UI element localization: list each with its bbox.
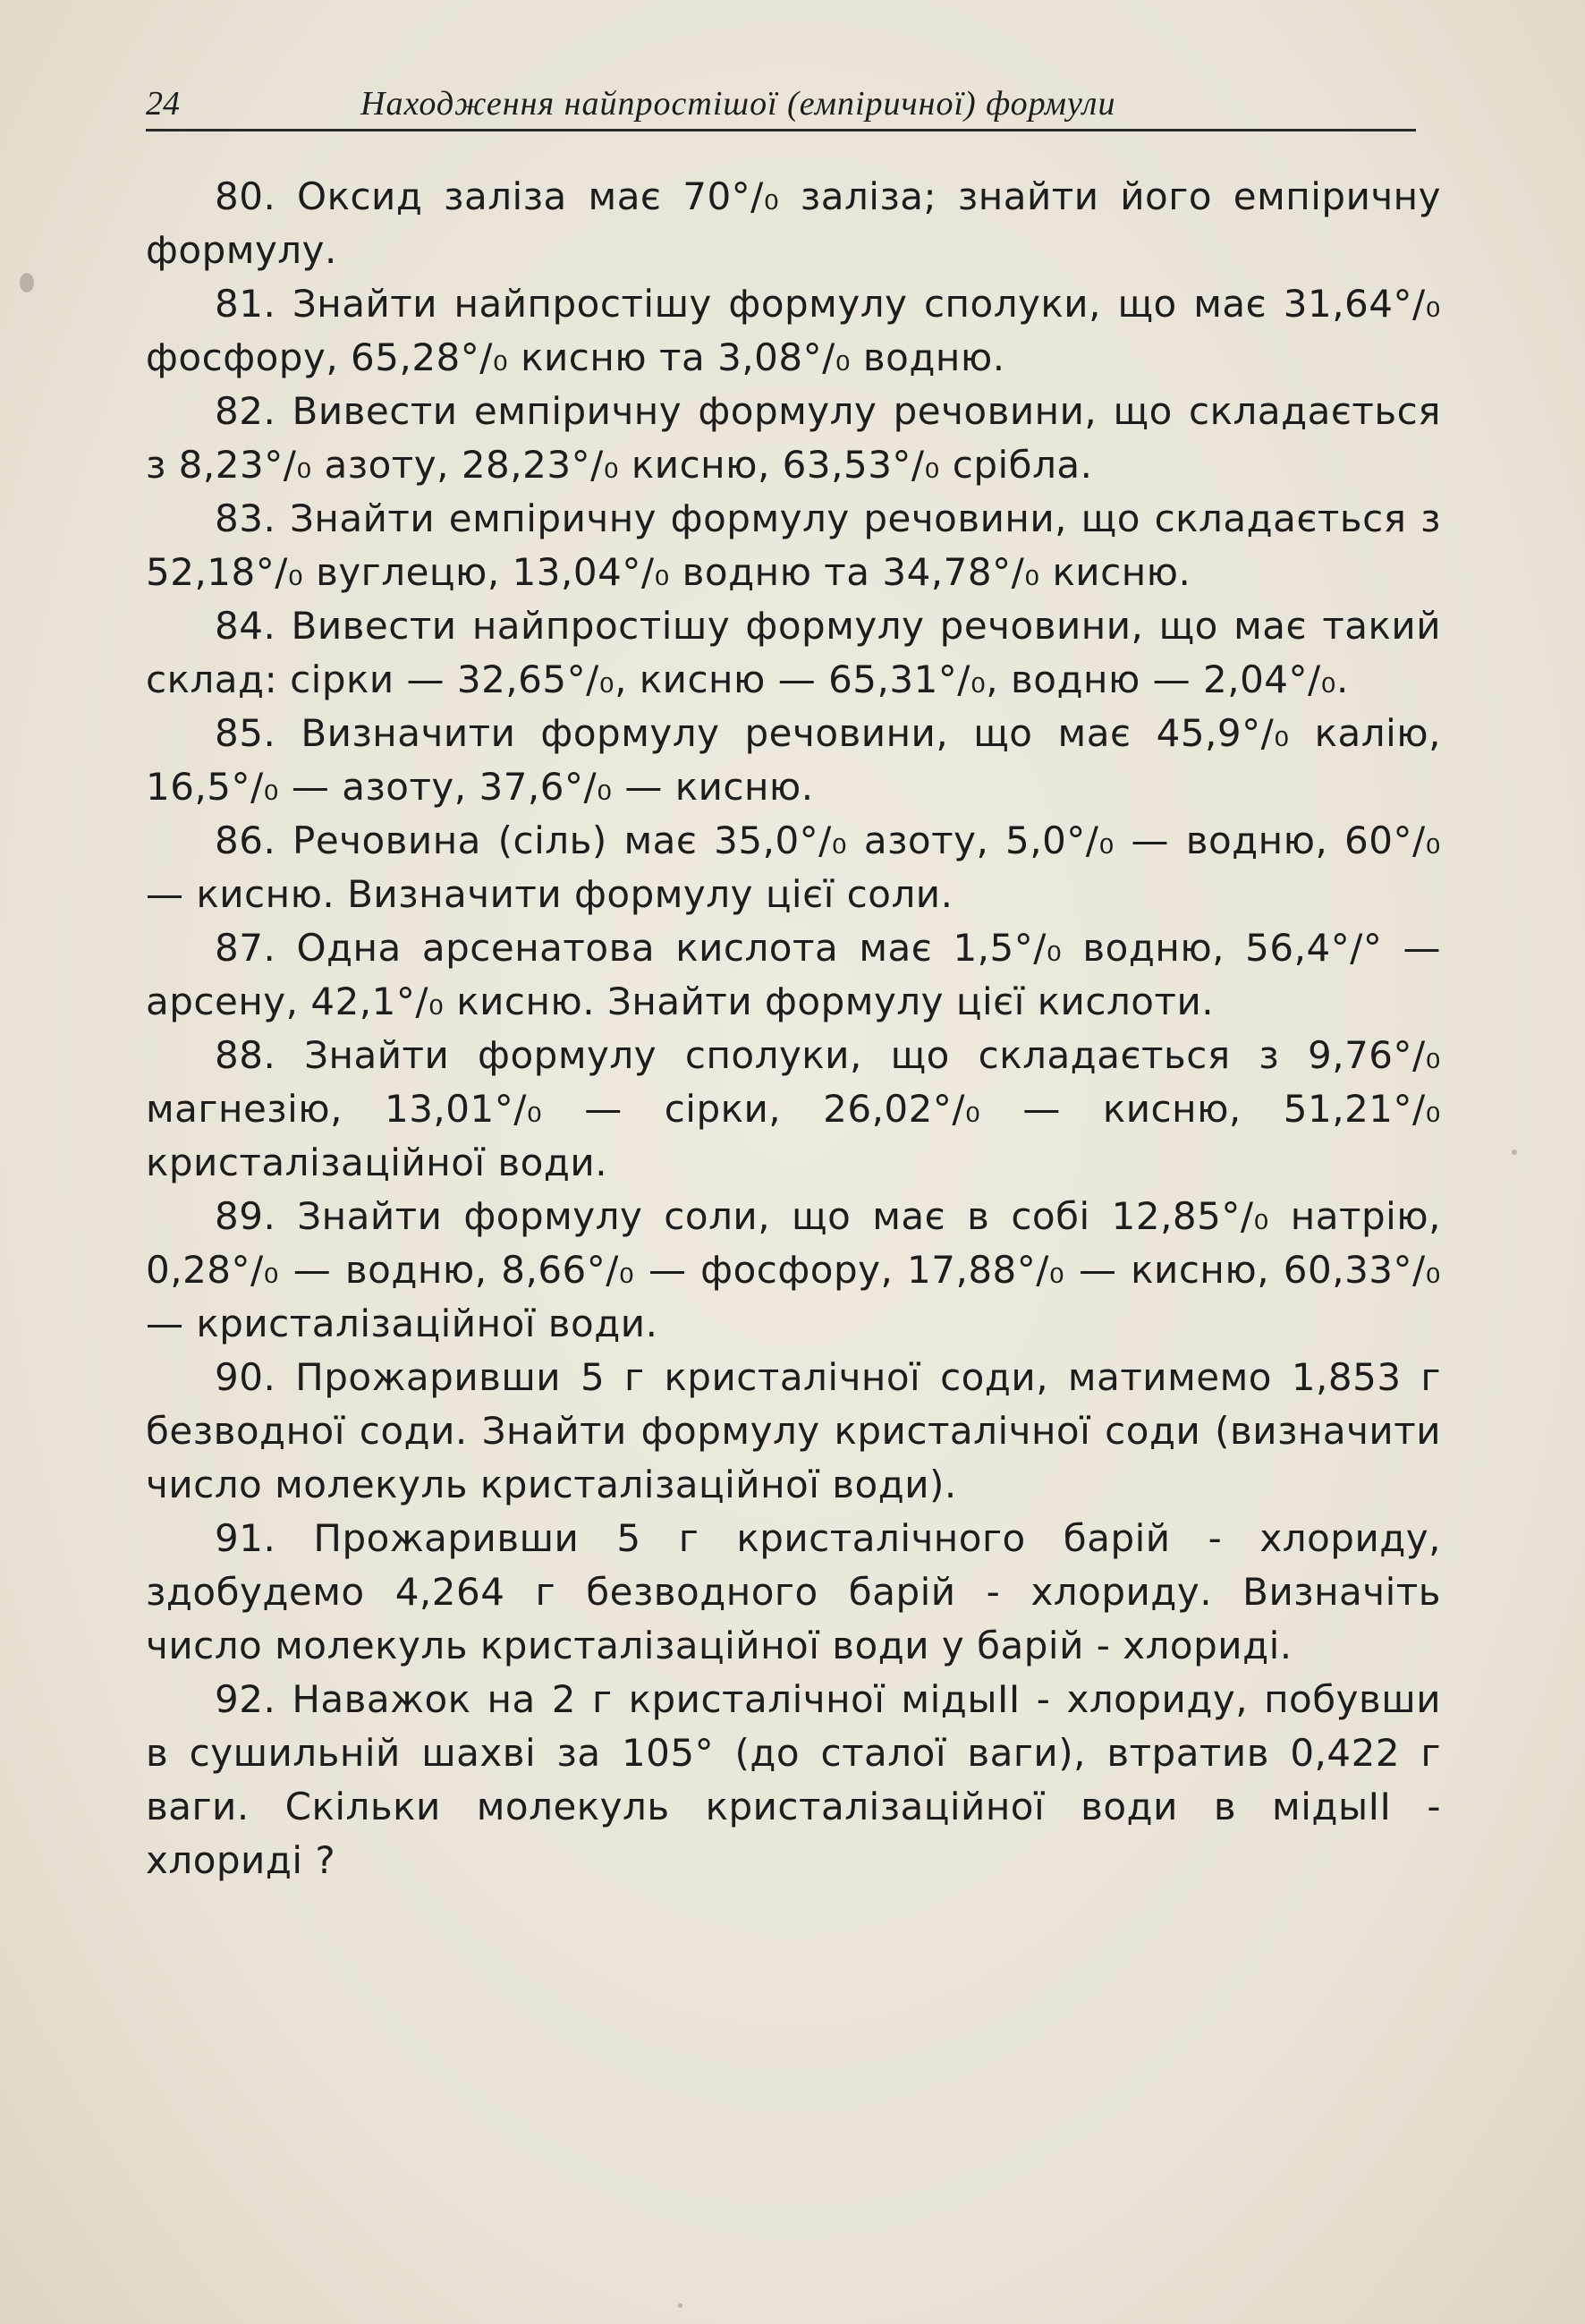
problem-81: 81. Знайти найпростішу формулу сполуки, що має 31,64°/₀ фосфору, 65,28°/₀ кисню та 3,08°/₀ водню. xyxy=(146,282,1441,379)
page-header xyxy=(146,82,1416,131)
problem-83: 83. Знайти емпіричну формулу речовини, що складається з 52,18°/₀ вуглецю, 13,04°/₀ водню та 34,78°/₀ кисню. xyxy=(146,496,1441,594)
problem-88: 88. Знайти формулу сполуки, що складається з 9,76°/₀ магнезію, 13,01°/₀ — сірки, 26,02°/₀ — кисню, 51,21°/₀ кристалізаційної води. xyxy=(146,1033,1441,1184)
problem-84: 84. Вивести найпростішу формулу речовини, що має такий склад: сірки — 32,65°/₀, кисню — 65,31°/₀, водню — 2,04°/₀. xyxy=(146,604,1441,701)
problem-89: 89. Знайти формулу соли, що має в собі 12,85°/₀ натрію, 0,28°/₀ — водню, 8,66°/₀ — фосфору, 17,88°/₀ — кисню, 60,33°/₀— кристалізаційної води. xyxy=(146,1194,1441,1345)
problem-87: 87. Одна арсенатова кислота має 1,5°/₀ водню, 56,4°/° — арсену, 42,1°/₀ кисню. Знайти формулу цієї кислоти. xyxy=(146,926,1441,1023)
problem-86: 86. Речовина (сіль) має 35,0°/₀ азоту, 5,0°/₀ — водню, 60°/₀ — кисню. Визначити формулу цієї соли. xyxy=(146,818,1441,916)
problem-82: 82. Вивести емпіричну формулу речовини, що складається з 8,23°/₀ азоту, 28,23°/₀ кисню, 63,53°/₀ срібла. xyxy=(146,389,1441,487)
problem-91: 91. Прожаривши 5 г кристалічного барій - хлориду, здобудемо 4,264 г безводного барій - хлориду. Визначіть число молекуль кристалізаційної води у барій - хлориді. xyxy=(146,1516,1441,1667)
problem-list xyxy=(146,170,1441,1887)
paper-speck xyxy=(20,273,34,293)
paper-speck xyxy=(678,2303,682,2308)
page-number: 24 xyxy=(146,85,180,123)
problem-85: 85. Визначити формулу речовини, що має 45,9°/₀ калію, 16,5°/₀ — азоту, 37,6°/₀ — кисню. xyxy=(146,711,1441,809)
paper-speck xyxy=(1512,1149,1517,1155)
problem-92: 92. Наважок на 2 г кристалічної мідыІІ - хлориду, побувши в сушильній шахві за 105° (до сталої ваги), втратив 0,422 г ваги. Скільки молекуль кристалізаційної води в мідыІІ - хлориді ? xyxy=(146,1677,1441,1882)
running-title: Находження найпростішої (емпіричної) формули xyxy=(360,85,1116,123)
problem-80: 80. Оксид заліза має 70°/₀ заліза; знайти його емпіричну формулу. xyxy=(146,174,1441,272)
problem-90: 90. Прожаривши 5 г кристалічної соди, матимемо 1,853 г безводної соди. Знайти формулу кристалічної соди (визначити число молекуль кристалізаційної води). xyxy=(146,1355,1441,1506)
